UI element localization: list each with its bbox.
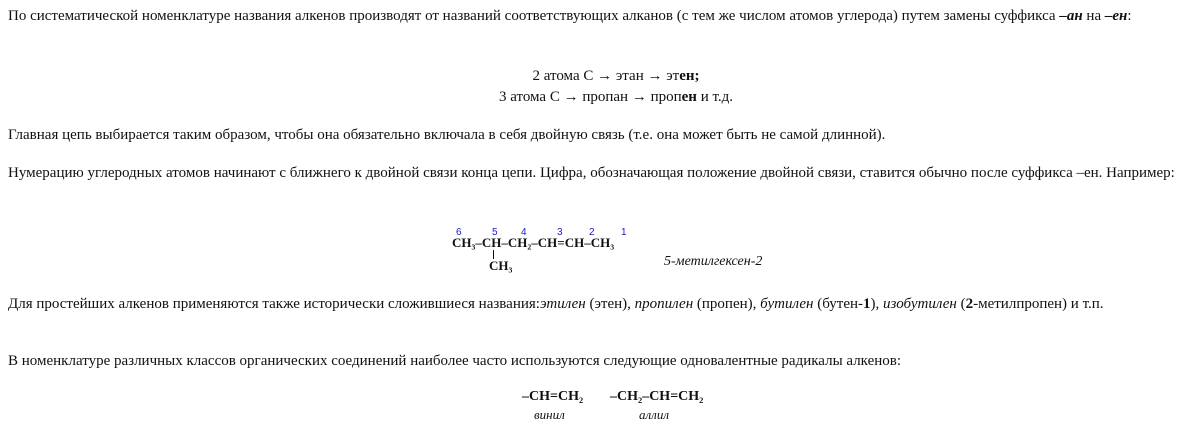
paragraph-trivial-names bbox=[8, 294, 1188, 314]
para4-p4b: 2 bbox=[965, 296, 974, 312]
para4-p1: (этен), bbox=[585, 296, 635, 312]
example-row1-suffix: ен; bbox=[679, 68, 700, 84]
para4-p3b: 1 bbox=[863, 296, 871, 312]
example-row2-suffix: ен bbox=[681, 89, 697, 105]
para1-text3: : bbox=[1127, 8, 1132, 24]
para4-p3a: (бутен- bbox=[813, 296, 864, 312]
carbon-number-1: 1 bbox=[621, 227, 627, 238]
paragraph-main-chain: Главная цепь выбирается таким образом, чтобы она обязательно включала в себя двойную связь (т.е. она может быть не самой длинной). bbox=[8, 127, 886, 143]
suffix-an: –ан bbox=[1059, 8, 1083, 24]
paragraph-systematic-naming bbox=[8, 6, 1188, 26]
paragraph-numbering: Нумерацию углеродных атомов начинают с ближнего к двойной связи конца цепи. Цифра, обозначающая положение двойной связи, ставится обычно после суффикса –ен. Например: bbox=[8, 165, 1175, 181]
methyl-branch: CH₃ bbox=[489, 258, 513, 273]
carbon-number-5: 5 bbox=[492, 227, 498, 238]
para1-text1: По систематической номенклатуре названия алкенов производят от названий соответствующих алканов (с тем же числом атомов углерода) путем замены суффикса bbox=[8, 8, 1060, 24]
example-ethene bbox=[0, 66, 1200, 86]
paragraph-radicals: В номенклатуре различных классов органических соединений наиболее часто используются следующие одновалентные радикалы алкенов: bbox=[8, 353, 902, 369]
allyl-name: аллил bbox=[639, 407, 670, 422]
para1-text2: на bbox=[1082, 8, 1105, 24]
compound-name: 5-метилгексен-2 bbox=[664, 254, 763, 269]
vinyl-formula: –CH=CH₂ bbox=[522, 389, 584, 404]
para4-p2: (пропен), bbox=[693, 296, 761, 312]
carbon-number-4: 4 bbox=[521, 227, 527, 238]
example-row1-text: 2 атома С → этан → эт bbox=[532, 68, 680, 84]
radicals-group bbox=[518, 388, 738, 428]
example-row2-text: 3 атома С → пропан → проп bbox=[498, 89, 682, 105]
para4-p4c: -метилпропен) и т.п. bbox=[973, 296, 1104, 312]
example-propene bbox=[0, 87, 1200, 107]
suffix-en: –ен bbox=[1104, 8, 1128, 24]
vinyl-name: винил bbox=[534, 407, 565, 422]
para4-p4a: ( bbox=[956, 296, 966, 312]
allyl-formula: –CH₂–CH=CH₂ bbox=[610, 389, 704, 404]
structural-formula-5-methylhexene-2 bbox=[452, 222, 812, 278]
carbon-number-6: 6 bbox=[456, 227, 462, 238]
name-propylene: пропилен bbox=[634, 296, 694, 312]
para4-p3c: ), bbox=[870, 296, 884, 312]
carbon-number-3: 3 bbox=[557, 227, 563, 238]
main-chain-formula: CH₃–CH–CH₂–CH=CH–CH₃ bbox=[452, 235, 615, 250]
name-ethylene: этилен bbox=[539, 296, 586, 312]
carbon-number-2: 2 bbox=[589, 227, 595, 238]
example-row2-tail: и т.д. bbox=[696, 89, 734, 105]
name-isobutylene: изобутилен bbox=[883, 296, 957, 312]
para4-intro: Для простейших алкенов применяются также исторически сложившиеся названия: bbox=[8, 296, 540, 312]
name-butylene: бутилен bbox=[760, 296, 814, 312]
